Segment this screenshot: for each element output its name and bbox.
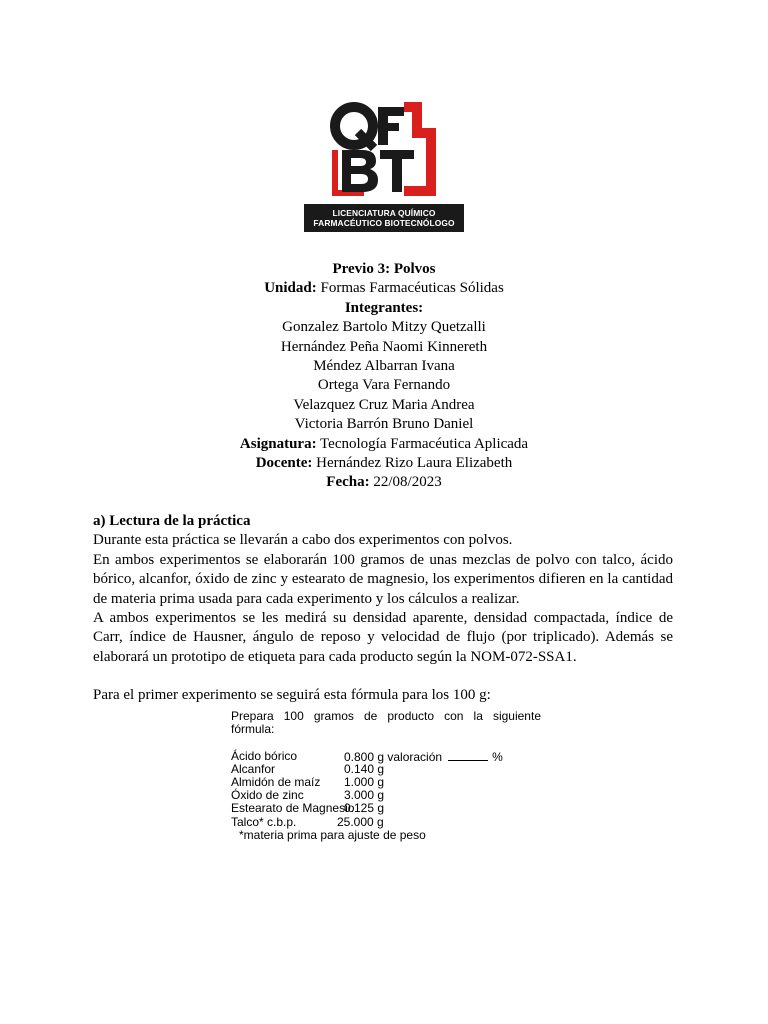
fecha-line — [0, 473, 768, 492]
logo-banner-line1: LICENCIATURA QUÍMICO — [332, 208, 436, 218]
ingredient-qty: 0.125 g — [344, 801, 385, 816]
member-name: Ortega Vara Fernando — [317, 377, 451, 394]
logo-letter-t — [380, 150, 414, 192]
asignatura-label: Asignatura: — [239, 435, 317, 452]
member-name: Méndez Albarran Ivana — [313, 358, 455, 375]
logo-letter-f — [378, 107, 404, 145]
integrantes-label: Integrantes: — [344, 299, 424, 316]
logo-banner-line2: FARMACÉUTICO BIOTECNÓLOGO — [313, 218, 455, 228]
formula-row — [231, 816, 541, 829]
unidad-line — [0, 279, 768, 298]
ingredient-name: Estearato de Magnesio — [231, 801, 355, 816]
ingredient-qty: 3.000 g — [344, 788, 385, 803]
paragraph: Para el primer experimento se seguirá esta fórmula para los 100 g: — [93, 687, 491, 704]
ingredient-qty-text: 0.800 g valoración — [344, 749, 443, 764]
docente-label: Docente: — [255, 455, 313, 472]
section-a — [93, 512, 673, 706]
ingredient-name: Almidón de maíz — [231, 774, 321, 789]
member-name: Gonzalez Bartolo Mitzy Quetzalli — [282, 319, 486, 336]
logo-letter-b — [342, 150, 378, 192]
spacer — [93, 667, 673, 686]
formula-blank-row — [231, 736, 541, 749]
unidad-value: Formas Farmacéuticas Sólidas — [316, 280, 504, 297]
ingredient-qty: 1.000 g — [344, 774, 385, 789]
formula-row — [231, 763, 541, 776]
formula-intro-cont: fórmula: — [231, 722, 275, 737]
docente-line — [0, 454, 768, 473]
ingredient-name: Talco* c.b.p. — [231, 814, 297, 829]
section-heading: a) Lectura de la práctica — [93, 513, 251, 529]
formula-row — [231, 750, 541, 763]
ingredient-name: Ácido bórico — [231, 748, 298, 763]
member-name: Hernández Peña Naomi Kinnereth — [280, 338, 488, 355]
valoracion-blank — [448, 750, 488, 761]
formula-row — [231, 802, 541, 815]
ingredient-qty: 25.000 g — [337, 814, 384, 829]
asignatura-value: Tecnología Farmacéutica Aplicada — [316, 435, 529, 452]
member-name: Victoria Barrón Bruno Daniel — [294, 416, 474, 433]
asignatura-line — [0, 435, 768, 454]
ingredient-name: Alcanfor — [231, 761, 276, 776]
unidad-label: Unidad: — [264, 280, 317, 297]
ingredient-name: Óxido de zinc — [231, 788, 304, 803]
logo-letter-q — [335, 107, 374, 148]
formula-note: *materia prima para ajuste de peso — [239, 827, 426, 842]
docente-value: Hernández Rizo Laura Elizabeth — [312, 455, 513, 472]
member-name: Velazquez Cruz Maria Andrea — [293, 396, 475, 413]
qfbt-logo-mark — [304, 100, 464, 204]
paragraph: A ambos experimentos se les medirá su densidad aparente, densidad compactada, índice de Carr, índice de Hausner, ángulo de reposo y velocidad de flujo (por triplicado). Además se elaborará un prototipo de etiqueta para cada producto según la NOM-072-SSA1. — [93, 610, 673, 665]
formula-intro: Prepara 100 gramos de producto con la siguiente — [231, 709, 541, 723]
paragraph: Durante esta práctica se llevarán a cabo dos experimentos con polvos. — [93, 532, 513, 549]
ingredient-qty: 0.140 g — [344, 761, 385, 776]
cover-header — [0, 260, 768, 493]
fecha-value: 22/08/2023 — [369, 474, 442, 491]
logo-banner — [304, 204, 464, 232]
document-title: Previo 3: Polvos — [332, 261, 436, 277]
logo-red-frame — [404, 102, 436, 196]
formula-box — [231, 710, 541, 842]
fecha-label: Fecha: — [326, 474, 370, 491]
percent-sign: % — [492, 749, 503, 764]
qfbt-logo — [304, 100, 464, 232]
paragraph: En ambos experimentos se elaborarán 100 gramos de unas mezclas de polvo con talco, ácido bórico, alcanfor, óxido de zinc y estearato de magnesio, los experimentos difieren en la cantidad de materia prima usada para cada experimento y los cálculos a realizar. — [93, 551, 673, 607]
